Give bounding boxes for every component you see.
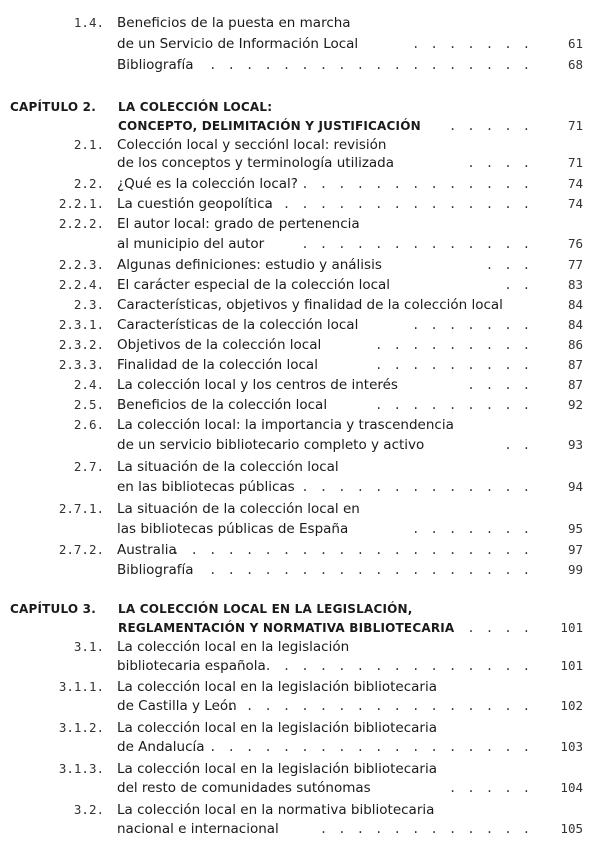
toc-entry-continuation — [0, 695, 600, 717]
section-title: Algunas definiciones: estudio y análisis — [117, 257, 382, 273]
page-number: 84 — [567, 297, 583, 312]
leader-dots: . . . . . — [448, 119, 532, 133]
page-number: 74 — [567, 176, 583, 191]
section-title: La situación de la colección local en — [117, 501, 360, 517]
page-number: 104 — [560, 780, 583, 795]
page-number: 94 — [567, 479, 583, 494]
toc-entry — [0, 254, 600, 276]
section-number: 2.3. — [73, 297, 104, 312]
section-number: 2.1. — [73, 137, 104, 152]
toc-entry — [0, 173, 600, 195]
section-number: 2.7.2. — [58, 542, 104, 557]
section-number: 2.2.1. — [58, 196, 104, 211]
leader-dots: . . . . . . . — [412, 318, 532, 332]
section-title: al municipio del autor — [117, 236, 265, 252]
toc-entry — [0, 294, 600, 316]
section-number: 2.2.2. — [58, 216, 104, 231]
page-number: 102 — [560, 698, 583, 713]
toc-entry-continuation — [0, 655, 600, 677]
page-number: 77 — [567, 257, 583, 272]
page-number: 86 — [567, 337, 583, 352]
leader-dots: . . . . . . . . . . . . . . . — [264, 197, 532, 211]
section-title: Finalidad de la colección local — [117, 357, 318, 373]
section-title: nacional e internacional — [117, 821, 279, 837]
leader-dots: . . . . . . . . . . . . — [319, 822, 532, 836]
section-number: 3.1. — [73, 639, 104, 654]
toc-entry — [0, 334, 600, 356]
leader-dots: . . . . . . . . . . . . . . . . . — [227, 699, 532, 713]
section-number: 3.1.3. — [58, 761, 104, 776]
chapter-title: LA COLECCIÓN LOCAL EN LA LEGISLACIÓN, — [118, 602, 413, 616]
section-title: de un servicio bibliotecario completo y activo — [117, 437, 425, 453]
section-title: ¿Qué es la colección local? — [117, 176, 298, 192]
page-number: 99 — [567, 562, 583, 577]
section-title: El autor local: grado de pertenencia — [117, 216, 360, 232]
section-title: Colección local y secciónl local: revisión — [117, 137, 387, 153]
leader-dots: . . . . . . . . . . . . . — [301, 480, 532, 494]
section-title: La cuestión geopolítica — [117, 196, 273, 212]
chapter-label: CAPÍTULO 3. — [10, 602, 96, 616]
page-number: 93 — [567, 437, 583, 452]
section-number: 2.3.3. — [58, 357, 104, 372]
toc-entry — [0, 354, 600, 376]
leader-dots: . . . . . . . . . . . . . . . . . . . — [190, 740, 532, 754]
page-number: 68 — [567, 57, 583, 72]
section-title: La colección local en la normativa bibliotecaria — [117, 802, 435, 818]
leader-dots: . . . . — [467, 378, 532, 392]
page-number: 83 — [567, 277, 583, 292]
leader-dots: . . . . . . . . . — [375, 338, 532, 352]
section-number: 2.3.2. — [58, 337, 104, 352]
section-number: 2.2.3. — [58, 257, 104, 272]
toc-entry-continuation — [0, 777, 600, 799]
page-number: 71 — [567, 118, 583, 133]
section-number: 3.1.1. — [58, 679, 104, 694]
toc-entry-continuation — [0, 233, 600, 255]
section-title: Beneficios de la colección local — [117, 397, 328, 413]
page-number: 61 — [567, 36, 583, 51]
section-title: las bibliotecas públicas de España — [117, 521, 349, 537]
leader-dots: . . . — [485, 258, 532, 272]
page-number: 103 — [560, 739, 583, 754]
toc-entry — [0, 193, 600, 215]
leader-dots: . . . . . . . . . . . . . . . . . . — [209, 563, 532, 577]
leader-dots: . . . . . . . . . . . . . . . . . . — [209, 58, 532, 72]
section-number: 1.4. — [73, 15, 104, 30]
toc-entry-continuation — [0, 518, 600, 540]
page-number: 95 — [567, 521, 583, 536]
section-title: La colección local en la legislación bibliotecaria — [117, 720, 437, 736]
toc-entry — [0, 456, 600, 478]
section-title: Objetivos de la colección local — [117, 337, 322, 353]
chapter-title: CONCEPTO, DELIMITACIÓN Y JUSTIFICACIÓN — [118, 119, 421, 133]
section-number: 2.3.1. — [58, 317, 104, 332]
section-number: 2.6. — [73, 417, 104, 432]
section-number: 2.5. — [73, 397, 104, 412]
section-number: 2.7.1. — [58, 501, 104, 516]
leader-dots: . . . . . . . . . — [375, 398, 532, 412]
page-number: 74 — [567, 196, 583, 211]
toc-entry-continuation — [0, 736, 600, 758]
section-title: del resto de comunidades sutónomas — [117, 780, 371, 796]
section-title: La colección local y los centros de interés — [117, 377, 398, 393]
section-title: Australia — [117, 542, 177, 558]
leader-dots: . . . . . . . — [412, 522, 532, 536]
page-number: 84 — [567, 317, 583, 332]
toc-entry — [0, 374, 600, 396]
section-title: en las bibliotecas públicas — [117, 479, 295, 495]
section-title: La colección local en la legislación — [117, 639, 350, 655]
section-number: 2.4. — [73, 377, 104, 392]
page-number: 87 — [567, 377, 583, 392]
chapter-label: CAPÍTULO 2. — [10, 100, 96, 114]
toc-entry — [0, 559, 600, 581]
chapter-title: REGLAMENTACIÓN Y NORMATIVA BIBLIOTECARIA — [118, 621, 455, 635]
toc-entry-continuation — [0, 818, 600, 840]
toc-entry — [0, 54, 600, 76]
leader-dots: . . . . . . . . . . . . . . . — [264, 659, 532, 673]
section-title: de los conceptos y terminología utilizada — [117, 155, 395, 171]
section-title: bibliotecaria española — [117, 658, 266, 674]
leader-dots: . . . . — [467, 156, 532, 170]
section-number: 3.1.2. — [58, 720, 104, 735]
section-title: de Castilla y León — [117, 698, 237, 714]
leader-dots: . . . . . — [448, 781, 532, 795]
leader-dots: . . — [504, 438, 532, 452]
section-title: Bibliografía — [117, 562, 194, 578]
section-title: La colección local: la importancia y trascendencia — [117, 417, 454, 433]
page-number: 92 — [567, 397, 583, 412]
section-title: Características, objetivos y finalidad de la colección local — [117, 297, 503, 313]
page-number: 101 — [560, 620, 583, 635]
leader-dots: . . . . . . . . . . . . . . . . . . . . — [172, 543, 532, 557]
section-title: Beneficios de la puesta en marcha — [117, 15, 351, 31]
section-title: de un Servicio de Información Local — [117, 36, 359, 52]
section-title: El carácter especial de la colección local — [117, 277, 391, 293]
toc-entry-continuation — [0, 476, 600, 498]
page-number: 101 — [560, 658, 583, 673]
toc-entry — [0, 12, 600, 34]
leader-dots: . . . . . . . — [412, 37, 532, 51]
leader-dots: . . . . . . . . . . . . . — [301, 237, 532, 251]
toc-entry — [0, 213, 600, 235]
chapter-title: LA COLECCIÓN LOCAL: — [118, 100, 273, 114]
section-title: Bibliografía — [117, 57, 194, 73]
section-number: 2.2. — [73, 176, 104, 191]
page-number: 105 — [560, 821, 583, 836]
page-number: 76 — [567, 236, 583, 251]
section-title: La colección local en la legislación bibliotecaria — [117, 679, 437, 695]
toc-entry — [0, 394, 600, 416]
toc-entry-continuation — [0, 152, 600, 174]
toc-entry — [0, 498, 600, 520]
page-number: 87 — [567, 357, 583, 372]
toc-entry — [0, 539, 600, 561]
section-number: 2.2.4. — [58, 277, 104, 292]
section-number: 2.7. — [73, 459, 104, 474]
toc-entry-continuation — [0, 434, 600, 456]
toc-entry — [0, 414, 600, 436]
section-title: Características de la colección local — [117, 317, 359, 333]
section-number: 3.2. — [73, 802, 104, 817]
leader-dots: . . — [504, 278, 532, 292]
section-title: La colección local en la legislación bibliotecaria — [117, 761, 437, 777]
toc-entry-continuation — [0, 33, 600, 55]
leader-dots: . . . . . . . . . . . . . — [301, 177, 532, 191]
page-number: 97 — [567, 542, 583, 557]
leader-dots: . . . . — [467, 621, 532, 635]
page-number: 71 — [567, 155, 583, 170]
toc-entry — [0, 314, 600, 336]
toc-entry — [0, 274, 600, 296]
section-title: La situación de la colección local — [117, 459, 339, 475]
section-title: de Andalucía — [117, 739, 205, 755]
leader-dots: . . . . . . . . . — [375, 358, 532, 372]
